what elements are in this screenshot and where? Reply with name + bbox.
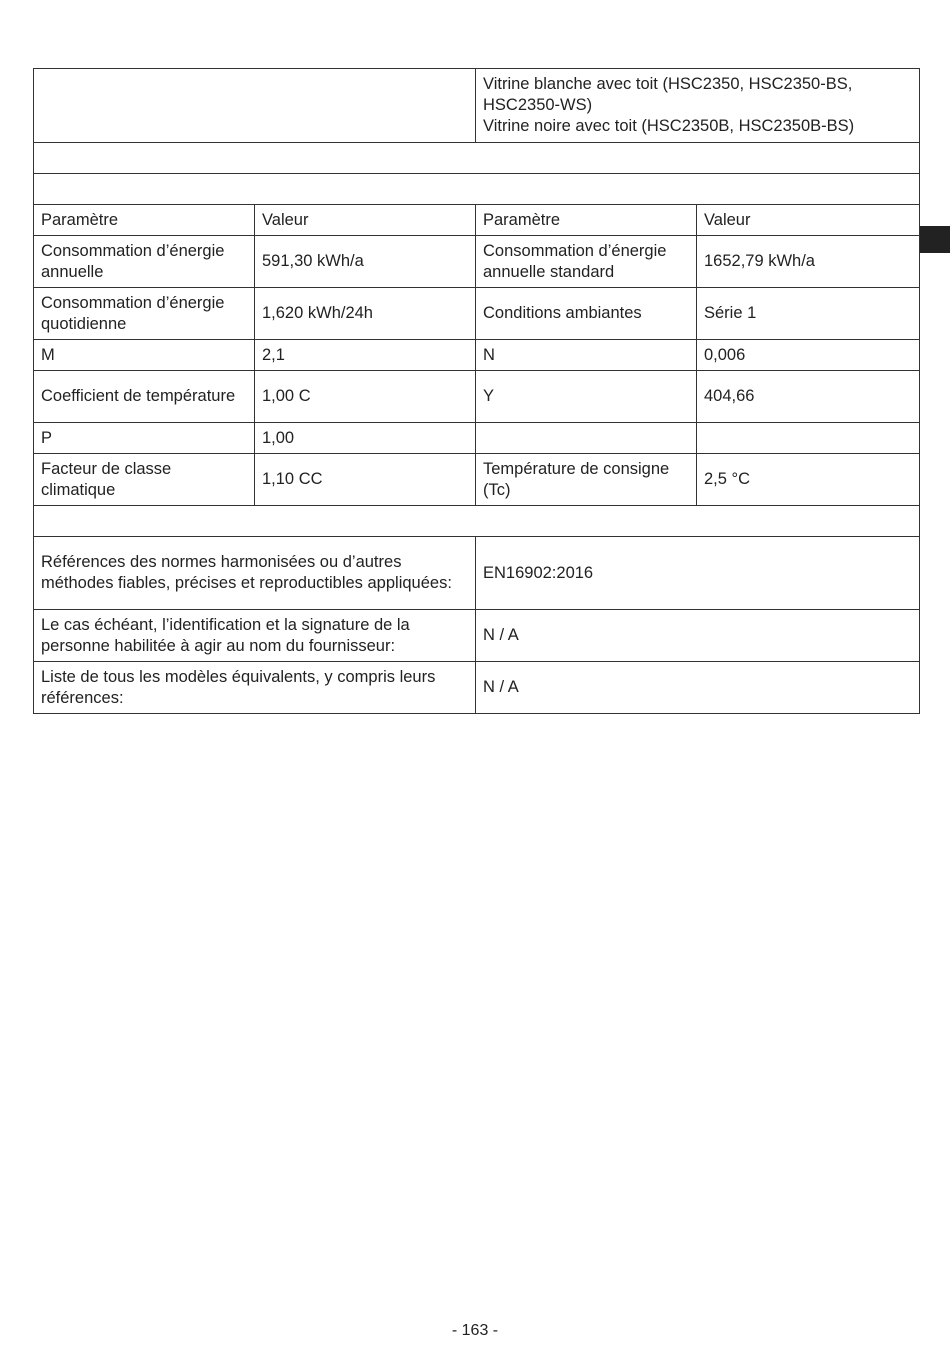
param-value: 1,10 CC (255, 454, 476, 506)
blank-row (34, 143, 920, 174)
param-name: P (34, 423, 255, 454)
param-value: 1,00 C (255, 371, 476, 423)
column-header: Paramètre (34, 205, 255, 236)
info-value: N / A (476, 662, 920, 714)
param-value: 2,5 °C (697, 454, 920, 506)
column-header: Paramètre (476, 205, 697, 236)
table-row (34, 236, 920, 288)
param-value: 404,66 (697, 371, 920, 423)
param-name: Facteur de classe climatique (34, 454, 255, 506)
models-label-cell (34, 69, 476, 143)
specification-table (33, 68, 920, 714)
param-name: Consommation d’énergie annuelle (34, 236, 255, 288)
param-name (476, 423, 697, 454)
param-value: 0,006 (697, 340, 920, 371)
info-value: EN16902:2016 (476, 537, 920, 610)
param-name: M (34, 340, 255, 371)
param-value: 591,30 kWh/a (255, 236, 476, 288)
column-header: Valeur (255, 205, 476, 236)
param-name: Conditions ambiantes (476, 288, 697, 340)
info-label: Liste de tous les modèles équivalents, y compris leurs références: (34, 662, 476, 714)
param-name: Température de consigne (Tc) (476, 454, 697, 506)
blank-row (34, 174, 920, 205)
page-number: - 163 - (451, 1322, 499, 1339)
table-row (34, 371, 920, 423)
param-name: Y (476, 371, 697, 423)
column-header: Valeur (697, 205, 920, 236)
param-value: Série 1 (697, 288, 920, 340)
table-row (34, 288, 920, 340)
info-value: N / A (476, 610, 920, 662)
info-row (34, 610, 920, 662)
section-tab-marker (920, 226, 950, 253)
param-name: Consommation d’énergie quotidienne (34, 288, 255, 340)
param-value: 1652,79 kWh/a (697, 236, 920, 288)
param-value: 1,00 (255, 423, 476, 454)
param-header-row (34, 205, 920, 236)
info-row (34, 537, 920, 610)
info-label: Références des normes harmonisées ou d’autres méthodes fiables, précises et reproductibles appliquées: (34, 537, 476, 610)
param-name: N (476, 340, 697, 371)
param-value: 1,620 kWh/24h (255, 288, 476, 340)
models-line-1: Vitrine blanche avec toit (HSC2350, HSC2350-BS, HSC2350-WS) (483, 75, 853, 114)
models-cell (476, 69, 920, 143)
models-row (34, 69, 920, 143)
param-name: Coefficient de température (34, 371, 255, 423)
info-row (34, 662, 920, 714)
table-row (34, 340, 920, 371)
models-line-2: Vitrine noire avec toit (HSC2350B, HSC2350B-BS) (483, 117, 855, 135)
table-row (34, 454, 920, 506)
param-value: 2,1 (255, 340, 476, 371)
param-value (697, 423, 920, 454)
info-label: Le cas échéant, l’identification et la signature de la personne habilitée à agir au nom du fournisseur: (34, 610, 476, 662)
param-name: Consommation d’énergie annuelle standard (476, 236, 697, 288)
blank-row (34, 506, 920, 537)
table-row (34, 423, 920, 454)
